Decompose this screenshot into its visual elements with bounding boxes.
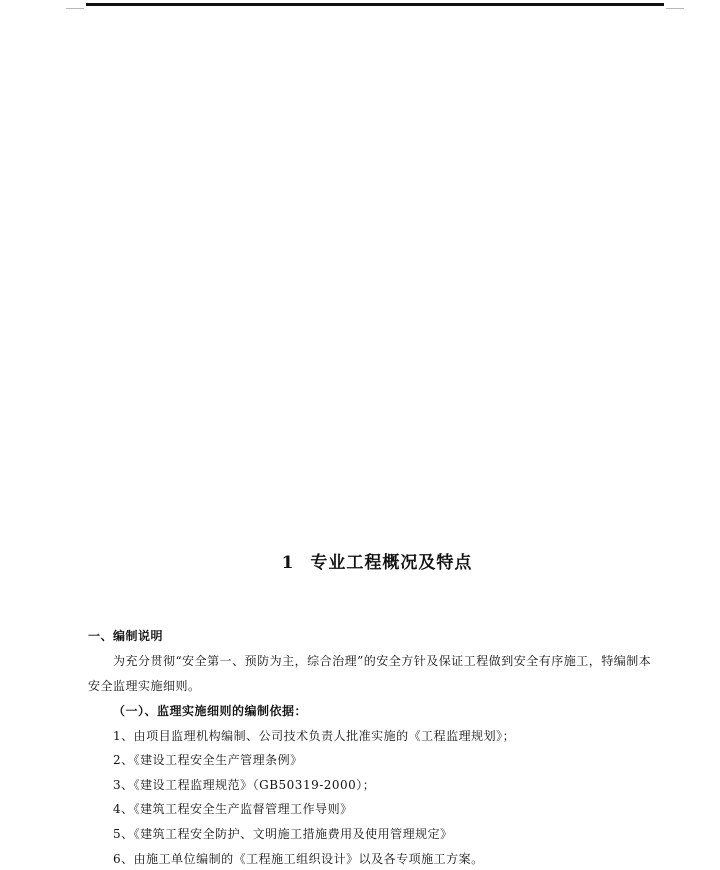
- basis-subheading: （一）、监理实施细则的编制依据：: [113, 704, 308, 718]
- basis-item-6: 6、由施工单位编制的《工程施工组织设计》以及各专项施工方案。: [113, 852, 484, 866]
- section-heading: 一、编制说明: [88, 629, 164, 643]
- basis-item-5: 5、《建筑工程安全防护、文明施工措施费用及使用管理规定》: [113, 827, 453, 841]
- intro-paragraph-line-1: 为充分贯彻“安全第一、预防为主，综合治理”的安全方针及保证工程做到安全有序施工，特编制本: [113, 654, 652, 668]
- page-corner-mark-right: [666, 7, 684, 9]
- basis-item-1: 1、由项目监理机构编制、公司技术负责人批准实施的《工程监理规划》；: [113, 729, 516, 743]
- chapter-title: [0, 548, 720, 573]
- header-rule: [86, 3, 664, 6]
- basis-item-4: 4、《建筑工程安全生产监督管理工作导则》: [113, 802, 353, 816]
- chapter-number: 1: [281, 553, 295, 573]
- basis-item-2: 2、《建设工程安全生产管理条例》: [113, 753, 303, 767]
- page-corner-mark-left: [66, 7, 84, 9]
- intro-paragraph-line-2: 安全监理实施细则。: [88, 679, 201, 693]
- basis-item-3: 3、《建设工程监理规范》（GB50319-2000）；: [113, 778, 376, 792]
- chapter-title-text: 专业工程概况及特点: [310, 553, 473, 573]
